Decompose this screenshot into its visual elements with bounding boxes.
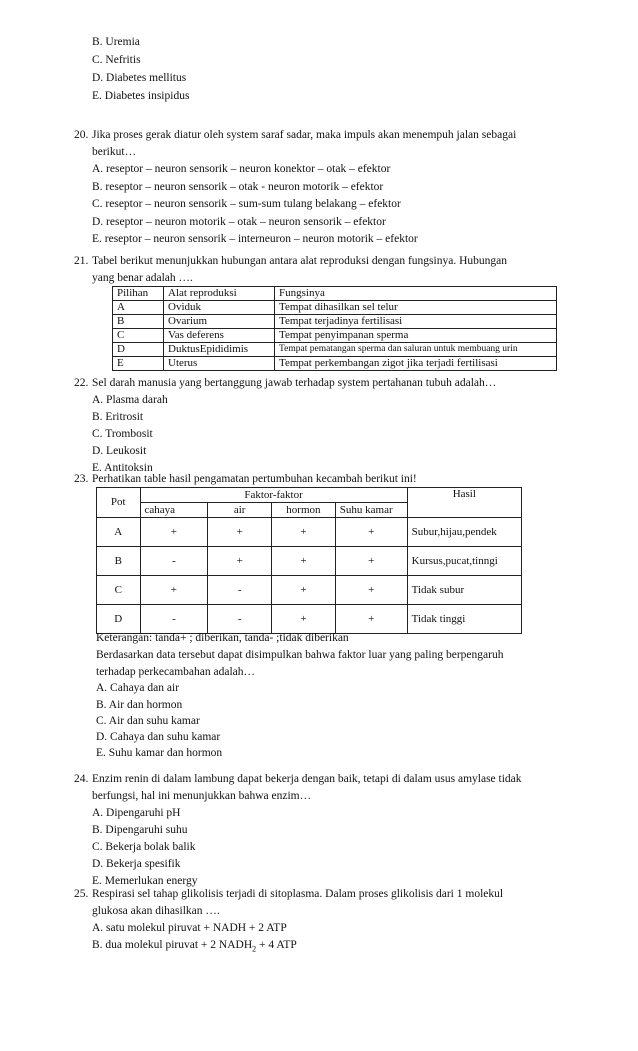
table-row	[97, 518, 522, 547]
q20-option-b: B. reseptor – neuron sensorik – otak - neuron motorik – efektor	[92, 181, 384, 193]
header-cahaya: cahaya	[140, 503, 208, 518]
cell-cahaya: +	[140, 518, 208, 547]
reproduction-table	[112, 286, 557, 371]
q25-option-b-subscript: 2	[252, 944, 257, 954]
table-row	[97, 547, 522, 576]
q23-text2-line2: terhadap perkecambahan adalah…	[96, 666, 255, 678]
q22-option-e: E. Antitoksin	[92, 462, 153, 474]
q20-text-line1: Jika proses gerak diatur oleh system saraf sadar, maka impuls akan menempuh jalan sebagai	[92, 129, 517, 141]
q19-option-b: B. Uremia	[92, 36, 140, 48]
q22-option-a: A. Plasma darah	[92, 394, 168, 406]
table-row	[113, 301, 557, 315]
q23-text2-line1: Berdasarkan data tersebut dapat disimpulkan bahwa faktor luar yang paling berpengaruh	[96, 649, 504, 661]
q25-text-line2: glukosa akan dihasilkan ….	[92, 905, 220, 917]
q25-number: 25.	[74, 888, 89, 900]
cell-hasil: Kursus,pucat,tinngi	[407, 547, 521, 576]
cell-suhu: +	[335, 605, 407, 634]
table-row	[97, 605, 522, 634]
q23-option-d: D. Cahaya dan suhu kamar	[96, 731, 221, 743]
cell-fungsi: Tempat terjadinya fertilisasi	[275, 315, 557, 329]
table-row	[113, 357, 557, 371]
table-row	[113, 315, 557, 329]
q23-text: Perhatikan table hasil pengamatan pertumbuhan kecambah berikut ini!	[92, 473, 417, 485]
cell-air: -	[208, 605, 272, 634]
cell-air: +	[208, 518, 272, 547]
q24-option-e: E. Memerlukan energy	[92, 875, 198, 887]
cell-hasil: Tidak tinggi	[407, 605, 521, 634]
table-row	[97, 576, 522, 605]
cell-cahaya: +	[140, 576, 208, 605]
q24-option-b: B. Dipengaruhi suhu	[92, 824, 188, 836]
cell-pot: A	[97, 518, 141, 547]
cell-alat: DuktusEpididimis	[164, 343, 275, 357]
header-suhu: Suhu kamar	[335, 503, 407, 518]
table-row	[113, 329, 557, 343]
q22-option-b: B. Eritrosit	[92, 411, 144, 423]
q23-number: 23.	[74, 473, 89, 485]
q23-option-e: E. Suhu kamar dan hormon	[96, 747, 223, 759]
cell-air: +	[208, 547, 272, 576]
q25-option-b-tail: + 4 ATP	[256, 939, 297, 951]
q21-text-line1: Tabel berikut menunjukkan hubungan antara alat reproduksi dengan fungsinya. Hubungan	[92, 255, 507, 267]
header-fungsi: Fungsinya	[275, 287, 557, 301]
q25-option-a: A. satu molekul piruvat + NADH + 2 ATP	[92, 922, 287, 934]
table-header-row	[113, 287, 557, 301]
q22-option-d: D. Leukosit	[92, 445, 147, 457]
header-hasil: Hasil	[407, 488, 521, 518]
cell-pilihan: C	[113, 329, 164, 343]
q20-option-d: D. reseptor – neuron motorik – otak – neuron sensorik – efektor	[92, 216, 386, 228]
cell-pilihan: E	[113, 357, 164, 371]
q20-option-a: A. reseptor – neuron sensorik – neuron konektor – otak – efektor	[92, 163, 391, 175]
header-faktor: Faktor-faktor	[140, 488, 407, 503]
header-alat: Alat reproduksi	[164, 287, 275, 301]
cell-fungsi: Tempat perkembangan zigot jika terjadi fertilisasi	[275, 357, 557, 371]
cell-fungsi: Tempat penyimpanan sperma	[275, 329, 557, 343]
cell-alat: Uterus	[164, 357, 275, 371]
cell-alat: Oviduk	[164, 301, 275, 315]
cell-pilihan: A	[113, 301, 164, 315]
q24-option-a: A. Dipengaruhi pH	[92, 807, 181, 819]
q19-option-e: E. Diabetes insipidus	[92, 90, 190, 102]
q21-text-line2: yang benar adalah ….	[92, 272, 193, 284]
table-header-row	[97, 488, 522, 503]
q19-option-c: C. Nefritis	[92, 54, 141, 66]
cell-hormon: +	[272, 605, 336, 634]
q23-option-c: C. Air dan suhu kamar	[96, 715, 200, 727]
q21-number: 21.	[74, 255, 89, 267]
cell-fungsi: Tempat pematangan sperma dan saluran untuk membuang urin	[275, 343, 557, 357]
q22-option-c: C. Trombosit	[92, 428, 153, 440]
cell-hasil: Subur,hijau,pendek	[407, 518, 521, 547]
header-pilihan: Pilihan	[113, 287, 164, 301]
q22-number: 22.	[74, 377, 89, 389]
cell-pilihan: B	[113, 315, 164, 329]
q23-option-a: A. Cahaya dan air	[96, 682, 180, 694]
q24-option-c: C. Bekerja bolak balik	[92, 841, 196, 853]
cell-alat: Vas deferens	[164, 329, 275, 343]
cell-cahaya: -	[140, 547, 208, 576]
q23-option-b: B. Air dan hormon	[96, 699, 183, 711]
cell-suhu: +	[335, 576, 407, 605]
q25-option-b	[92, 938, 297, 956]
q20-text-line2: berikut…	[92, 146, 137, 158]
q24-number: 24.	[74, 773, 89, 785]
q20-option-c: C. reseptor – neuron sensorik – sum-sum tulang belakang – efektor	[92, 198, 401, 210]
q23-note: Keterangan: tanda+ ; diberikan, tanda- ;tidak diberikan	[96, 632, 349, 644]
cell-hormon: +	[272, 576, 336, 605]
header-air: air	[208, 503, 272, 518]
cell-suhu: +	[335, 518, 407, 547]
cell-pot: C	[97, 576, 141, 605]
q19-option-d: D. Diabetes mellitus	[92, 72, 187, 84]
cell-hasil: Tidak subur	[407, 576, 521, 605]
cell-pot: B	[97, 547, 141, 576]
cell-hormon: +	[272, 518, 336, 547]
header-hormon: hormon	[272, 503, 336, 518]
germination-table	[96, 487, 522, 634]
q25-option-b-text: B. dua molekul piruvat + 2 NADH	[92, 939, 253, 951]
q24-option-d: D. Bekerja spesifik	[92, 858, 181, 870]
cell-suhu: +	[335, 547, 407, 576]
cell-cahaya: -	[140, 605, 208, 634]
cell-pot: D	[97, 605, 141, 634]
cell-pilihan: D	[113, 343, 164, 357]
cell-air: -	[208, 576, 272, 605]
q24-text-line1: Enzim renin di dalam lambung dapat bekerja dengan baik, tetapi di dalam usus amylase tidak	[92, 773, 522, 785]
table-row	[113, 343, 557, 357]
q22-text: Sel darah manusia yang bertanggung jawab terhadap system pertahanan tubuh adalah…	[92, 377, 497, 389]
cell-alat: Ovarium	[164, 315, 275, 329]
q25-text-line1: Respirasi sel tahap glikolisis terjadi di sitoplasma. Dalam proses glikolisis dari 1 molekul	[92, 888, 504, 900]
q24-text-line2: berfungsi, hal ini menunjukkan bahwa enzim…	[92, 790, 312, 802]
cell-hormon: +	[272, 547, 336, 576]
cell-fungsi: Tempat dihasilkan sel telur	[275, 301, 557, 315]
q20-number: 20.	[74, 129, 89, 141]
header-pot: Pot	[97, 488, 141, 518]
q20-option-e: E. reseptor – neuron sensorik – interneuron – neuron motorik – efektor	[92, 233, 418, 245]
